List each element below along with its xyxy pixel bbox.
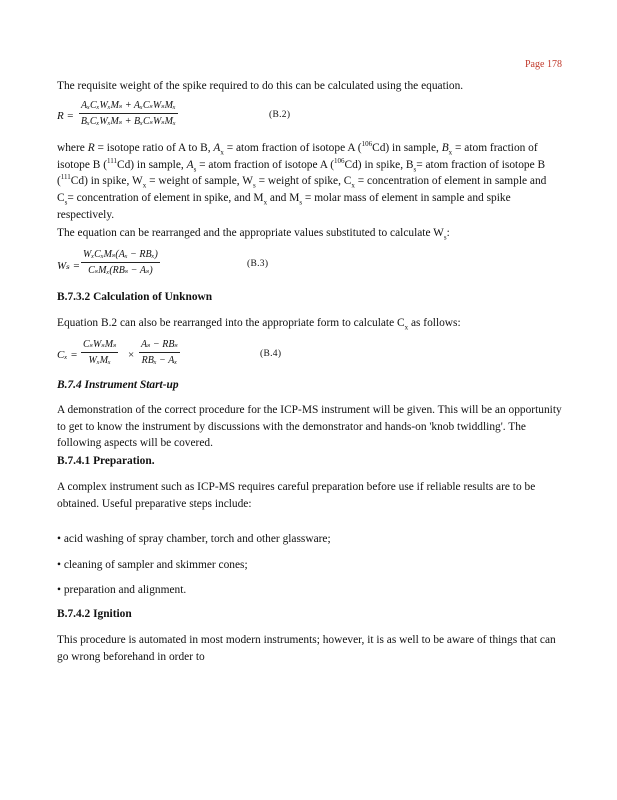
equation-b4-numerator-2: Aₛ − RBₛ xyxy=(139,339,180,353)
equation-b4 xyxy=(57,339,557,373)
equation-b2-lhs: R = xyxy=(57,110,74,122)
equation-b4-numerator-1: CₛWₛMₛ xyxy=(81,339,118,353)
equation-b3 xyxy=(57,249,557,283)
equation-b3-numerator: WₓCₓMₛ(Aₓ − RBₓ) xyxy=(81,249,160,263)
equation-b4-fraction-1 xyxy=(81,339,118,366)
page-number: Page 178 xyxy=(525,59,562,70)
equation-b2-label: (B.2) xyxy=(269,110,291,120)
equation-b4-denominator-2: RBₓ − Aₓ xyxy=(141,355,178,366)
bullet-item: • acid washing of spray chamber, torch and other glassware; xyxy=(57,533,331,545)
heading-b742: B.7.4.2 Ignition xyxy=(57,608,132,620)
equation-b3-lhs: Wₛ = xyxy=(57,260,81,272)
heading-b741: B.7.4.1 Preparation. xyxy=(57,455,155,467)
ignition-paragraph: This procedure is automated in most modern instruments; however, it is as well to be aware of things that can go wrong beforehand in order to xyxy=(57,634,556,663)
bullet-item: • cleaning of sampler and skimmer cones; xyxy=(57,559,248,571)
heading-b732: B.7.3.2 Calculation of Unknown xyxy=(57,291,213,303)
equation-b4-times: × xyxy=(128,349,135,361)
definitions-paragraph: where R = isotope ratio of A to B, $A_x$ = atom fraction of isotope A ($^{106}$Cd) in sample, $B_x$ = atom fraction of isotope B ($^{111}$Cd) in sample, $A_s$ = atom fraction of isotope A ($^{106}$Cd) in spike, $B_s=$ atom fraction of isotope B ($^{111}$Cd) in spike, $W_x$ = weight of sample, $W_s$ = weight of spike, $C_x$ = concentration of element in sample and $C_s=$ concentration of element in spike, and $M_x$ and $M_s$ = molar mass of element in sample and spike respectively. xyxy=(57,140,547,221)
heading-b74: B.7.4 Instrument Start-up xyxy=(57,379,179,391)
equation-b3-fraction xyxy=(81,249,160,276)
equation-b4-lhs: Cₓ = xyxy=(57,349,78,361)
equation-b2-fraction xyxy=(79,100,178,127)
unknown-paragraph: Equation B.2 can also be rearranged into the appropriate form to calculate $C_x$ as follows: xyxy=(57,317,461,332)
equation-b3-denominator: CₛMₓ(RBₛ − Aₛ) xyxy=(88,265,153,276)
equation-b4-fraction-2 xyxy=(139,339,180,366)
equation-b4-denominator-1: WₓMₓ xyxy=(88,355,111,366)
startup-paragraph: A demonstration of the correct procedure for the ICP-MS instrument will be given. This will be an opportunity to get to know the instrument by discussions with the demonstrator and hands-on 'knob twiddling'. The following aspects will be covered. xyxy=(57,404,562,450)
equation-b2 xyxy=(57,100,557,134)
equation-b2-denominator: BₓCₓWₓMₛ + BₓCₛWₛMₓ xyxy=(80,116,176,127)
preparation-paragraph: A complex instrument such as ICP-MS requires careful preparation before use if reliable results are to be obtained. Useful preparative steps include: xyxy=(57,481,536,510)
rearrange-paragraph: The equation can be rearranged and the appropriate values substituted to calculate $W_s$: xyxy=(57,227,450,242)
equation-b4-label: (B.4) xyxy=(260,349,282,359)
equation-b2-numerator: AₓCₓWₓMₛ + AₓCₛWₛMₓ xyxy=(79,100,178,114)
equation-b3-label: (B.3) xyxy=(247,259,269,269)
intro-paragraph: The requisite weight of the spike required to do this can be calculated using the equation. xyxy=(57,80,464,92)
bullet-item: • preparation and alignment. xyxy=(57,584,187,596)
